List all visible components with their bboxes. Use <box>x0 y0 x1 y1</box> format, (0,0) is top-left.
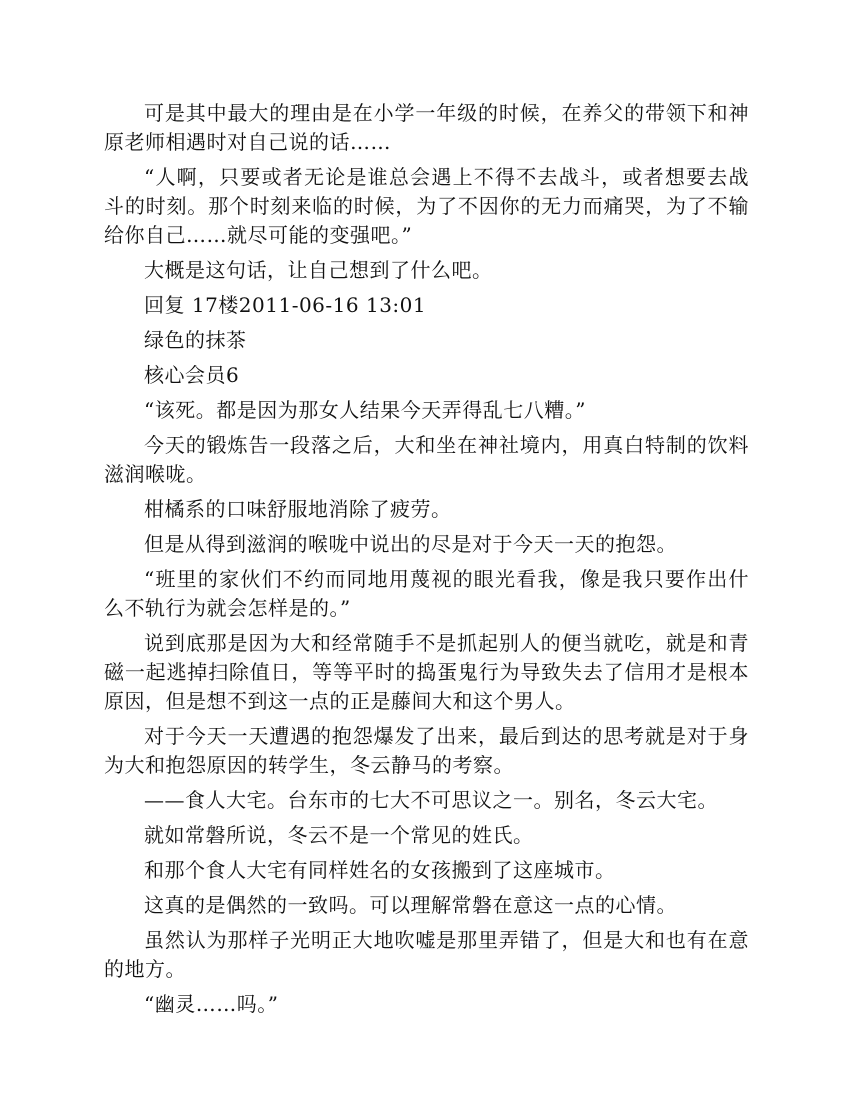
document-body <box>104 99 749 1025</box>
paragraph: 大概是这句话，让自己想到了什么吧。 <box>144 258 493 282</box>
paragraph: “该死。都是因为那女人结果今天弄得乱七八糟。” <box>144 398 586 422</box>
paragraph: 但是从得到滋润的喉咙中说出的尽是对于今天一天的抱怨。 <box>144 532 677 556</box>
paragraph: 可是其中最大的理由是在小学一年级的时候，在养父的带领下和神原老师相遇时对自己说的话…… <box>104 101 749 154</box>
reply-meta: 回复 17楼2011-06-16 13:01 <box>144 293 427 317</box>
paragraph: 和那个食人大宅有同样姓名的女孩搬到了这座城市。 <box>144 858 616 882</box>
paragraph: 就如常磐所说，冬云不是一个常见的姓氏。 <box>144 823 534 847</box>
paragraph: “班里的家伙们不约而同地用蔑视的眼光看我，像是我只要作出什么不轨行为就会怎样是的。” <box>104 567 749 620</box>
paragraph: 柑橘系的口味舒服地消除了疲劳。 <box>144 497 452 521</box>
paragraph: 这真的是偶然的一致吗。可以理解常磐在意这一点的心情。 <box>144 893 677 917</box>
paragraph: 虽然认为那样子光明正大地吹嘘是那里弄错了，但是大和也有在意的地方。 <box>104 928 749 981</box>
paragraph: 今天的锻炼告一段落之后，大和坐在神社境内，用真白特制的饮料滋润喉咙。 <box>104 433 749 486</box>
paragraph: 对于今天一天遭遇的抱怨爆发了出来，最后到达的思考就是对于身为大和抱怨原因的转学生，冬云静马的考察。 <box>104 724 749 777</box>
author-name: 绿色的抹茶 <box>144 328 247 352</box>
author-rank: 核心会员6 <box>144 363 240 387</box>
paragraph: “幽灵……吗。” <box>144 992 279 1016</box>
paragraph: “人啊，只要或者无论是谁总会遇上不得不去战斗，或者想要去战斗的时刻。那个时刻来临的时候，为了不因你的无力而痛哭，为了不输给你自己……就尽可能的变强吧。” <box>104 165 749 247</box>
paragraph: ——食人大宅。台东市的七大不可思议之一。别名，冬云大宅。 <box>144 788 718 812</box>
paragraph: 说到底那是因为大和经常随手不是抓起别人的便当就吃，就是和青磁一起逃掉扫除值日，等等平时的捣蛋鬼行为导致失去了信用才是根本原因，但是想不到这一点的正是藤间大和这个男人。 <box>104 631 749 713</box>
